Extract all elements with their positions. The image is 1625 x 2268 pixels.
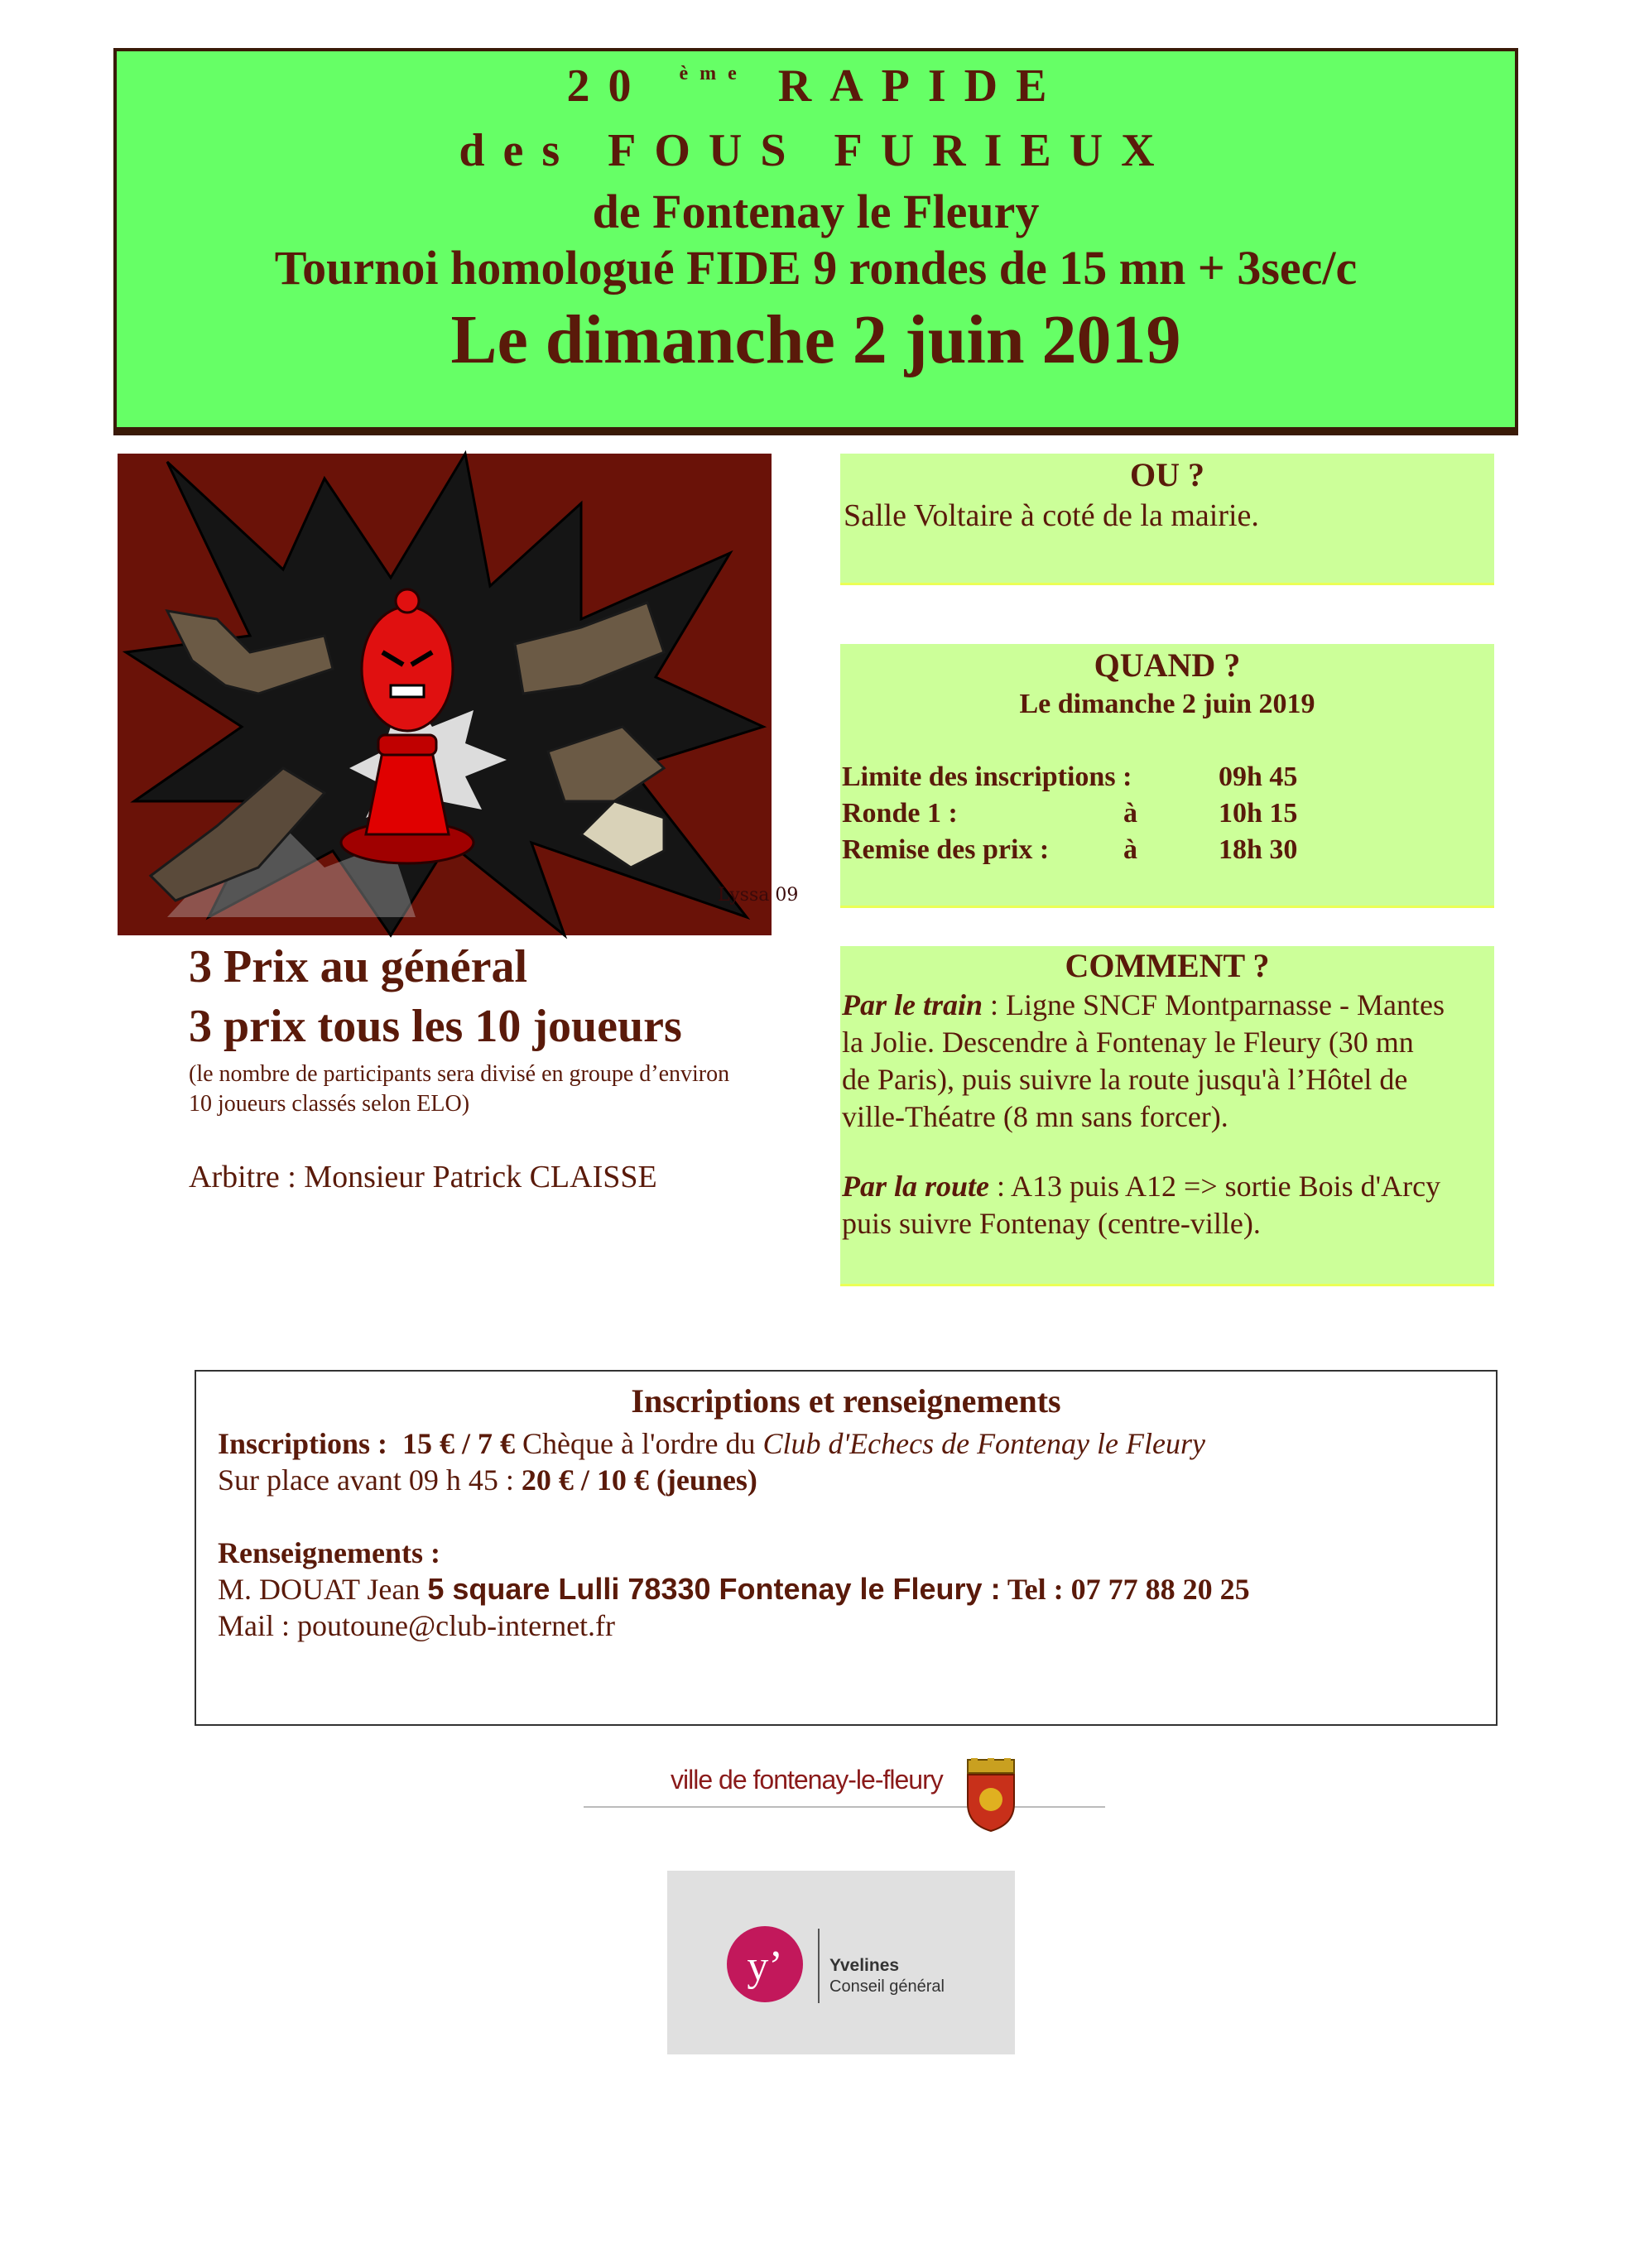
chess-illustration xyxy=(118,454,799,935)
train-label: Par le train xyxy=(842,988,983,1021)
registration-box xyxy=(195,1370,1498,1726)
directions-road xyxy=(842,1168,1493,1242)
fees-price: 15 € / 7 € xyxy=(402,1427,516,1460)
edition-line xyxy=(117,60,1515,113)
fees-cheque: Chèque à l'ordre du xyxy=(515,1427,763,1460)
edition-number: 20 xyxy=(566,60,650,112)
train-text: ville-Théatre (8 mn sans forcer). xyxy=(842,1100,1228,1133)
location-text: Salle Voltaire à coté de la mairie. xyxy=(844,498,1259,533)
train-text: de Paris), puis suivre la route jusqu'à l’Hôtel de xyxy=(842,1063,1408,1096)
yvelines-mark: y’ xyxy=(747,1943,783,1990)
ville-logo-line xyxy=(584,1806,1105,1808)
event-format: Tournoi homologué FIDE 9 rondes de 15 mn + 3sec/c xyxy=(274,241,1358,295)
registration-title: Inscriptions et renseignements xyxy=(631,1382,1061,1420)
train-text: : Ligne SNCF Montparnasse - Mantes xyxy=(983,988,1445,1021)
edition-suffix: ème xyxy=(679,63,748,84)
arbiter: Arbitre : Monsieur Patrick CLAISSE xyxy=(189,1160,657,1194)
prize-groups: 3 prix tous les 10 joueurs xyxy=(189,1001,682,1052)
onsite-price: 20 € / 10 € (jeunes) xyxy=(521,1463,757,1497)
yvelines-subtitle: Conseil général xyxy=(829,1977,945,1996)
yvelines-logo xyxy=(667,1871,1015,2054)
prize-general: 3 Prix au général xyxy=(189,941,528,992)
train-text: la Jolie. Descendre à Fontenay le Fleury (30 mn xyxy=(842,1026,1414,1059)
schedule-time: 09h 45 xyxy=(1219,762,1298,792)
contact-name: M. DOUAT Jean xyxy=(218,1573,428,1606)
fees-label: Inscriptions : xyxy=(218,1427,388,1460)
road-label: Par la route xyxy=(842,1170,990,1203)
schedule-time: 10h 15 xyxy=(1219,798,1298,829)
directions-title: COMMENT ? xyxy=(1065,947,1270,984)
schedule-label: Ronde 1 : xyxy=(842,798,958,829)
schedule-title: QUAND ? xyxy=(1094,646,1241,684)
prize-note xyxy=(189,1060,729,1119)
location-title: OU ? xyxy=(1130,456,1204,493)
registration-fees xyxy=(218,1426,1205,1461)
ville-logo-text: ville de fontenay-le-fleury xyxy=(671,1765,943,1795)
registration-onsite xyxy=(218,1463,757,1497)
edition-title: RAPIDE xyxy=(777,60,1065,112)
prize-note-line: 10 joueurs classés selon ELO) xyxy=(189,1091,470,1117)
schedule-box xyxy=(840,644,1494,908)
city-crest-icon xyxy=(964,1758,1017,1833)
prize-note-line: (le nombre de participants sera divisé en groupe d’environ xyxy=(189,1061,730,1087)
event-date: Le dimanche 2 juin 2019 xyxy=(450,301,1181,378)
yvelines-name: Yvelines xyxy=(829,1956,900,1975)
schedule-time: 18h 30 xyxy=(1219,834,1298,865)
chess-burst-image xyxy=(118,454,799,935)
contact-address: 5 square Lulli 78330 Fontenay le Fleury : xyxy=(427,1572,1001,1606)
directions-train xyxy=(842,987,1493,1136)
contact-phone: Tel : 07 77 88 20 25 xyxy=(1000,1573,1250,1606)
schedule-sep: à xyxy=(1123,798,1137,829)
location-box xyxy=(840,454,1494,585)
schedule-label: Limite des inscriptions : xyxy=(842,762,1132,792)
artist-signature: Lyssa 09 xyxy=(718,885,799,906)
contact-mail: Mail : poutoune@club-internet.fr xyxy=(218,1609,616,1642)
schedule-row-registration xyxy=(842,762,1132,793)
contact-label: Renseignements : xyxy=(218,1536,440,1569)
contact-line xyxy=(218,1572,1250,1607)
schedule-sep: à xyxy=(1123,834,1137,865)
road-text: : A13 puis A12 => sortie Bois d'Arcy xyxy=(989,1170,1441,1203)
event-location: de Fontenay le Fleury xyxy=(592,185,1040,238)
onsite-text: Sur place avant 09 h 45 : xyxy=(218,1463,522,1497)
directions-box xyxy=(840,946,1494,1286)
schedule-date: Le dimanche 2 juin 2019 xyxy=(1019,689,1315,719)
event-name: des FOUS FURIEUX xyxy=(459,125,1173,176)
road-text: puis suivre Fontenay (centre-ville). xyxy=(842,1207,1261,1240)
club-name: Club d'Echecs de Fontenay le Fleury xyxy=(762,1427,1205,1460)
event-header xyxy=(113,48,1518,430)
schedule-label: Remise des prix : xyxy=(842,834,1050,865)
